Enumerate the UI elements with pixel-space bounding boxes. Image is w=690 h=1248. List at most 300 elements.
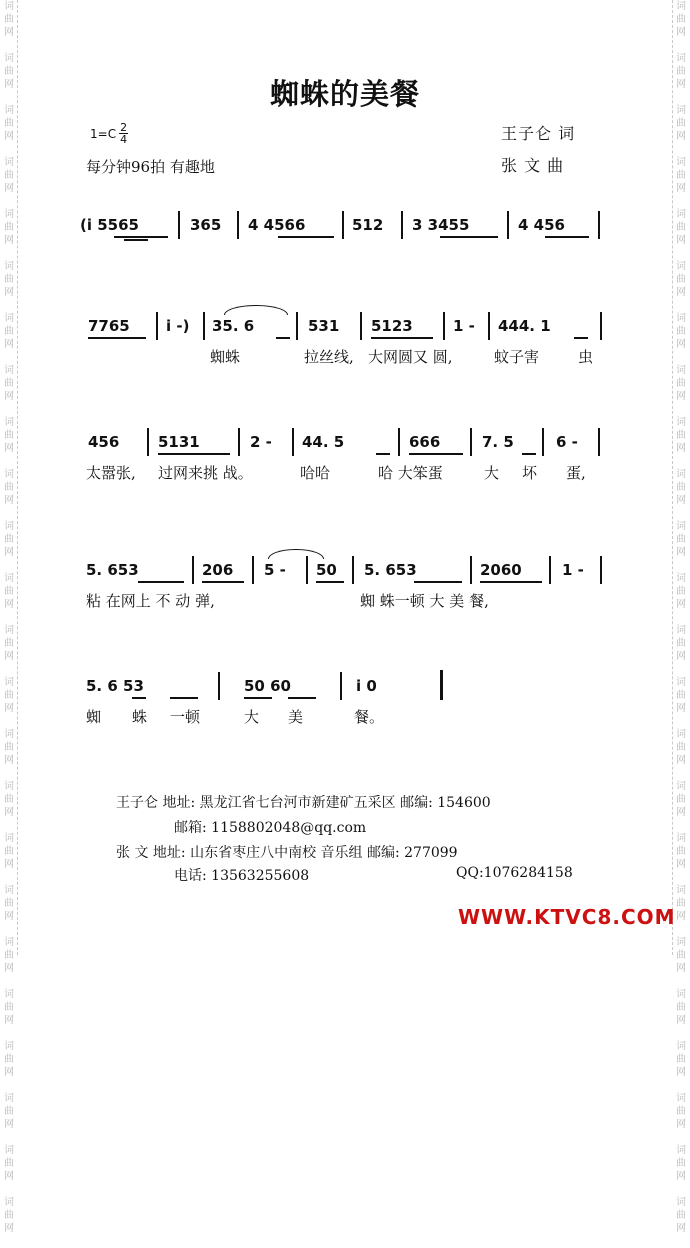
watermark-char: 网 [4, 1119, 14, 1130]
watermark-char: 词 [4, 469, 14, 480]
watermark-char: 曲 [4, 586, 14, 597]
key-signature [90, 122, 128, 145]
watermark-char: 曲 [4, 690, 14, 701]
watermark-gap [674, 507, 688, 520]
watermark-char: 曲 [676, 326, 686, 337]
watermark-char: 词 [676, 209, 686, 220]
watermark-char: 曲 [676, 638, 686, 649]
lyric: 蜘 蛛一顿 大 美 餐, [360, 592, 489, 610]
watermark-left [2, 0, 16, 1234]
watermark-char: 曲 [676, 794, 686, 805]
watermark-char: 词 [4, 677, 14, 688]
watermark-char: 词 [676, 1093, 686, 1104]
site-watermark-logo: WWW.KTVC8.COM [458, 905, 676, 929]
watermark-char: 曲 [676, 534, 686, 545]
lyric: 过网来挑 战。 [158, 464, 253, 482]
watermark-char: 词 [4, 521, 14, 532]
lyric: 蜘 [86, 708, 102, 726]
bar-line [600, 556, 602, 584]
measure: 3 3455 [412, 216, 470, 234]
watermark-char: 曲 [676, 898, 686, 909]
watermark-gap [2, 715, 16, 728]
watermark-char: 词 [4, 989, 14, 1000]
watermark-char: 曲 [4, 534, 14, 545]
watermark-char: 曲 [4, 482, 14, 493]
watermark-char: 网 [676, 495, 686, 506]
beam [170, 697, 198, 699]
watermark-char: 词 [4, 105, 14, 116]
watermark-gap [2, 1183, 16, 1196]
bar-line [542, 428, 544, 456]
measure: 666 [409, 433, 441, 451]
watermark-char: 曲 [676, 274, 686, 285]
watermark-char: 网 [4, 599, 14, 610]
bar-line [549, 556, 551, 584]
watermark-char: 网 [4, 79, 14, 90]
lyric: 坏 [522, 464, 538, 482]
watermark-char: 词 [676, 261, 686, 272]
measure: 5. 653 [364, 561, 417, 579]
footer-line-lyricist-address: 王子仑 地址: 黑龙江省七台河市新建矿五采区 邮编: 154600 [116, 795, 491, 811]
watermark-char: 曲 [676, 1002, 686, 1013]
watermark-char: 网 [676, 547, 686, 558]
watermark-char: 网 [676, 755, 686, 766]
watermark-char: 词 [4, 885, 14, 896]
bar-line [598, 211, 600, 239]
watermark-char: 网 [676, 131, 686, 142]
watermark-char: 词 [4, 1041, 14, 1052]
measure: 365 [190, 216, 222, 234]
watermark-char: 曲 [4, 1210, 14, 1221]
watermark-gap [2, 507, 16, 520]
watermark-gap [674, 299, 688, 312]
song-title: 蜘蛛的美餐 [269, 77, 420, 111]
watermark-gap [2, 975, 16, 988]
watermark-char: 网 [676, 79, 686, 90]
watermark-char: 曲 [676, 846, 686, 857]
watermark-char: 网 [676, 27, 686, 38]
bar-line [296, 312, 298, 340]
measure: 1 - [453, 317, 475, 335]
watermark-gap [2, 1027, 16, 1040]
watermark-char: 词 [4, 937, 14, 948]
watermark-gap [674, 1183, 688, 1196]
beam [288, 697, 316, 699]
measure: 50 [316, 561, 337, 579]
watermark-divider-right [672, 0, 673, 955]
beam [316, 581, 344, 583]
watermark-gap [674, 143, 688, 156]
watermark-char: 网 [676, 807, 686, 818]
measure: 5. 6 53 [86, 677, 144, 695]
watermark-char: 曲 [4, 846, 14, 857]
lyricist-credit: 王子仑 词 [501, 124, 576, 143]
watermark-char: 曲 [676, 1106, 686, 1117]
measure: (i 5565 [80, 216, 139, 234]
watermark-char: 词 [4, 729, 14, 740]
watermark-char: 曲 [676, 14, 686, 25]
watermark-char: 曲 [4, 118, 14, 129]
watermark-char: 词 [4, 781, 14, 792]
watermark-char: 词 [4, 833, 14, 844]
watermark-gap [674, 871, 688, 884]
watermark-char: 网 [4, 703, 14, 714]
final-bar-line [440, 670, 443, 700]
watermark-char: 网 [4, 339, 14, 350]
watermark-gap [2, 663, 16, 676]
watermark-char: 词 [4, 1197, 14, 1208]
watermark-gap [2, 559, 16, 572]
watermark-char: 网 [4, 131, 14, 142]
watermark-char: 词 [4, 53, 14, 64]
tempo-marking: 每分钟96拍 有趣地 [86, 158, 215, 176]
watermark-char: 曲 [676, 950, 686, 961]
watermark-char: 曲 [676, 690, 686, 701]
measure: 2 - [250, 433, 272, 451]
time-signature [119, 122, 128, 145]
watermark-char: 网 [676, 1119, 686, 1130]
bar-line [488, 312, 490, 340]
measure: 5131 [158, 433, 200, 451]
watermark-char: 词 [676, 1041, 686, 1052]
watermark-char: 网 [4, 1015, 14, 1026]
watermark-char: 曲 [4, 1106, 14, 1117]
watermark-char: 曲 [676, 430, 686, 441]
bar-line [443, 312, 445, 340]
bar-line [598, 428, 600, 456]
watermark-char: 曲 [4, 378, 14, 389]
watermark-char: 网 [4, 391, 14, 402]
watermark-char: 曲 [676, 742, 686, 753]
watermark-char: 曲 [4, 1054, 14, 1065]
watermark-char: 网 [4, 1067, 14, 1078]
beam [244, 697, 272, 699]
beam [409, 453, 463, 455]
watermark-char: 曲 [676, 170, 686, 181]
watermark-char: 曲 [676, 1158, 686, 1169]
measure: 7765 [88, 317, 130, 335]
watermark-char: 词 [676, 937, 686, 948]
bar-line [238, 428, 240, 456]
watermark-char: 网 [676, 859, 686, 870]
measure: 512 [352, 216, 384, 234]
watermark-char: 网 [676, 1171, 686, 1182]
watermark-char: 曲 [4, 638, 14, 649]
watermark-char: 网 [676, 391, 686, 402]
bar-line [340, 672, 342, 700]
lyric: 一顿 [170, 708, 201, 726]
watermark-char: 曲 [676, 1210, 686, 1221]
watermark-char: 曲 [4, 430, 14, 441]
watermark-gap [674, 195, 688, 208]
watermark-char: 曲 [4, 170, 14, 181]
lyric: 太嚣张, [86, 464, 136, 482]
watermark-char: 网 [676, 1223, 686, 1234]
watermark-char: 网 [4, 859, 14, 870]
bar-line [306, 556, 308, 584]
measure: 7. 5 [482, 433, 514, 451]
watermark-char: 词 [676, 469, 686, 480]
watermark-char: 曲 [676, 66, 686, 77]
lyric: 粘 在网上 不 动 弹, [86, 592, 215, 610]
beam [138, 581, 184, 583]
watermark-char: 网 [676, 235, 686, 246]
beam [114, 236, 168, 238]
beam [376, 453, 390, 455]
measure: 444. 1 [498, 317, 551, 335]
bar-line [360, 312, 362, 340]
lyric: 拉丝线, [304, 348, 354, 366]
bar-line [147, 428, 149, 456]
watermark-gap [2, 143, 16, 156]
watermark-gap [2, 819, 16, 832]
lyric: 蚊子害 [494, 348, 540, 366]
watermark-char: 网 [4, 287, 14, 298]
watermark-char: 网 [676, 443, 686, 454]
lyric: 哈哈 [300, 464, 331, 482]
bar-line [252, 556, 254, 584]
watermark-char: 曲 [4, 14, 14, 25]
measure: 1 - [562, 561, 584, 579]
watermark-gap [2, 351, 16, 364]
bar-line [401, 211, 403, 239]
lyric: 蛛 [132, 708, 148, 726]
watermark-char: 曲 [4, 950, 14, 961]
watermark-gap [2, 403, 16, 416]
composer-credit: 张 文 曲 [501, 156, 565, 175]
beam [574, 337, 588, 339]
watermark-char: 网 [4, 235, 14, 246]
watermark-char: 曲 [4, 1002, 14, 1013]
bar-line [203, 312, 205, 340]
watermark-char: 词 [4, 365, 14, 376]
watermark-char: 网 [4, 547, 14, 558]
bar-line [470, 428, 472, 456]
watermark-char: 曲 [4, 742, 14, 753]
bar-line [352, 556, 354, 584]
watermark-char: 词 [676, 781, 686, 792]
beam [278, 236, 334, 238]
watermark-gap [2, 1235, 16, 1248]
watermark-gap [2, 871, 16, 884]
lyric: 虫 [578, 348, 594, 366]
watermark-char: 词 [676, 313, 686, 324]
watermark-char: 词 [4, 625, 14, 636]
bar-line [398, 428, 400, 456]
watermark-char: 词 [676, 677, 686, 688]
watermark-char: 网 [4, 651, 14, 662]
measure: 50 60 [244, 677, 291, 695]
watermark-char: 词 [676, 573, 686, 584]
watermark-char: 网 [4, 1223, 14, 1234]
watermark-gap [674, 559, 688, 572]
lyric: 大网圆又 圆, [368, 348, 453, 366]
watermark-char: 词 [4, 313, 14, 324]
lyric: 大 [244, 708, 260, 726]
watermark-char: 词 [676, 625, 686, 636]
bar-line [218, 672, 220, 700]
bar-line [156, 312, 158, 340]
lyric: 餐。 [354, 708, 385, 726]
lyric: 蜘蛛 [210, 348, 241, 366]
measure: 4 4566 [248, 216, 306, 234]
watermark-char: 网 [676, 1015, 686, 1026]
beam [480, 581, 542, 583]
watermark-char: 词 [4, 573, 14, 584]
bar-line [192, 556, 194, 584]
key-label: 1=C [90, 126, 117, 141]
watermark-gap [2, 1131, 16, 1144]
watermark-char: 曲 [4, 274, 14, 285]
watermark-gap [674, 819, 688, 832]
watermark-char: 曲 [4, 794, 14, 805]
watermark-gap [2, 195, 16, 208]
watermark-char: 词 [676, 365, 686, 376]
watermark-gap [674, 715, 688, 728]
beam [202, 581, 244, 583]
watermark-char: 网 [4, 443, 14, 454]
tie-arc [268, 549, 324, 559]
beam [545, 236, 589, 238]
watermark-gap [2, 247, 16, 260]
watermark-char: 曲 [4, 1158, 14, 1169]
watermark-char: 网 [4, 963, 14, 974]
watermark-char: 网 [4, 807, 14, 818]
watermark-gap [2, 39, 16, 52]
watermark-char: 网 [676, 339, 686, 350]
watermark-gap [674, 39, 688, 52]
time-signature-top: 2 [120, 121, 128, 134]
watermark-char: 曲 [676, 482, 686, 493]
watermark-char: 词 [676, 885, 686, 896]
watermark-char: 网 [676, 963, 686, 974]
watermark-char: 词 [676, 105, 686, 116]
watermark-gap [674, 663, 688, 676]
watermark-char: 网 [676, 1067, 686, 1078]
watermark-char: 曲 [4, 326, 14, 337]
watermark-gap [674, 403, 688, 416]
watermark-char: 网 [676, 703, 686, 714]
watermark-char: 词 [676, 989, 686, 1000]
measure: 206 [202, 561, 234, 579]
watermark-char: 词 [4, 1093, 14, 1104]
lyric: 美 [288, 708, 304, 726]
time-signature-bottom: 4 [120, 133, 128, 146]
watermark-char: 词 [4, 1145, 14, 1156]
measure: 456 [88, 433, 120, 451]
watermark-gap [674, 1235, 688, 1248]
bar-line [507, 211, 509, 239]
measure: 2060 [480, 561, 522, 579]
watermark-char: 词 [676, 833, 686, 844]
watermark-gap [674, 611, 688, 624]
measure: 44. 5 [302, 433, 345, 451]
beam [440, 236, 498, 238]
watermark-char: 曲 [676, 222, 686, 233]
watermark-gap [2, 611, 16, 624]
watermark-gap [2, 923, 16, 936]
footer-line-composer-address: 张 文 地址: 山东省枣庄八中南校 音乐组 邮编: 277099 [116, 845, 458, 861]
watermark-char: 网 [676, 599, 686, 610]
footer-line-phone: 电话: 13563255608 [174, 868, 310, 884]
bar-line [237, 211, 239, 239]
watermark-char: 网 [4, 495, 14, 506]
watermark-char: 网 [4, 1171, 14, 1182]
beam [132, 697, 146, 699]
watermark-char: 网 [4, 27, 14, 38]
watermark-gap [2, 455, 16, 468]
watermark-char: 网 [4, 183, 14, 194]
watermark-char: 网 [676, 651, 686, 662]
beam [88, 337, 146, 339]
bar-line [600, 312, 602, 340]
watermark-char: 词 [676, 1, 686, 12]
watermark-char: 网 [4, 911, 14, 922]
tie-arc [224, 305, 288, 315]
watermark-char: 词 [676, 157, 686, 168]
watermark-char: 词 [4, 209, 14, 220]
watermark-char: 词 [4, 417, 14, 428]
beam [371, 337, 433, 339]
watermark-gap [674, 1079, 688, 1092]
watermark-char: 词 [676, 729, 686, 740]
watermark-gap [2, 1079, 16, 1092]
watermark-char: 网 [676, 183, 686, 194]
watermark-char: 曲 [4, 66, 14, 77]
watermark-right [674, 0, 688, 1234]
footer-line-email: 邮箱: 1158802048@qq.com [174, 820, 367, 836]
watermark-char: 词 [676, 1145, 686, 1156]
lyric: 哈 大笨蛋 [378, 464, 443, 482]
measure: 531 [308, 317, 340, 335]
watermark-char: 词 [676, 1197, 686, 1208]
watermark-gap [2, 767, 16, 780]
measure: 5123 [371, 317, 413, 335]
watermark-char: 词 [4, 1, 14, 12]
watermark-char: 网 [4, 755, 14, 766]
measure: i 0 [356, 677, 377, 695]
measure: 6 - [556, 433, 578, 451]
watermark-divider-left [17, 0, 18, 955]
footer-line-qq: QQ:1076284158 [456, 865, 573, 881]
bar-line [292, 428, 294, 456]
watermark-char: 词 [676, 417, 686, 428]
watermark-gap [674, 923, 688, 936]
watermark-char: 曲 [676, 118, 686, 129]
watermark-gap [674, 351, 688, 364]
watermark-char: 词 [4, 261, 14, 272]
watermark-gap [674, 247, 688, 260]
watermark-char: 网 [676, 287, 686, 298]
watermark-gap [674, 975, 688, 988]
beam [124, 239, 148, 241]
watermark-char: 曲 [4, 898, 14, 909]
measure: 5. 653 [86, 561, 139, 579]
watermark-char: 词 [676, 53, 686, 64]
watermark-char: 词 [4, 157, 14, 168]
watermark-gap [674, 1027, 688, 1040]
watermark-char: 曲 [676, 378, 686, 389]
beam [522, 453, 536, 455]
watermark-char: 曲 [676, 1054, 686, 1065]
bar-line [178, 211, 180, 239]
watermark-char: 网 [676, 911, 686, 922]
watermark-char: 曲 [676, 586, 686, 597]
measure: 4 456 [518, 216, 565, 234]
beam [276, 337, 290, 339]
watermark-gap [674, 455, 688, 468]
measure: 5 - [264, 561, 286, 579]
